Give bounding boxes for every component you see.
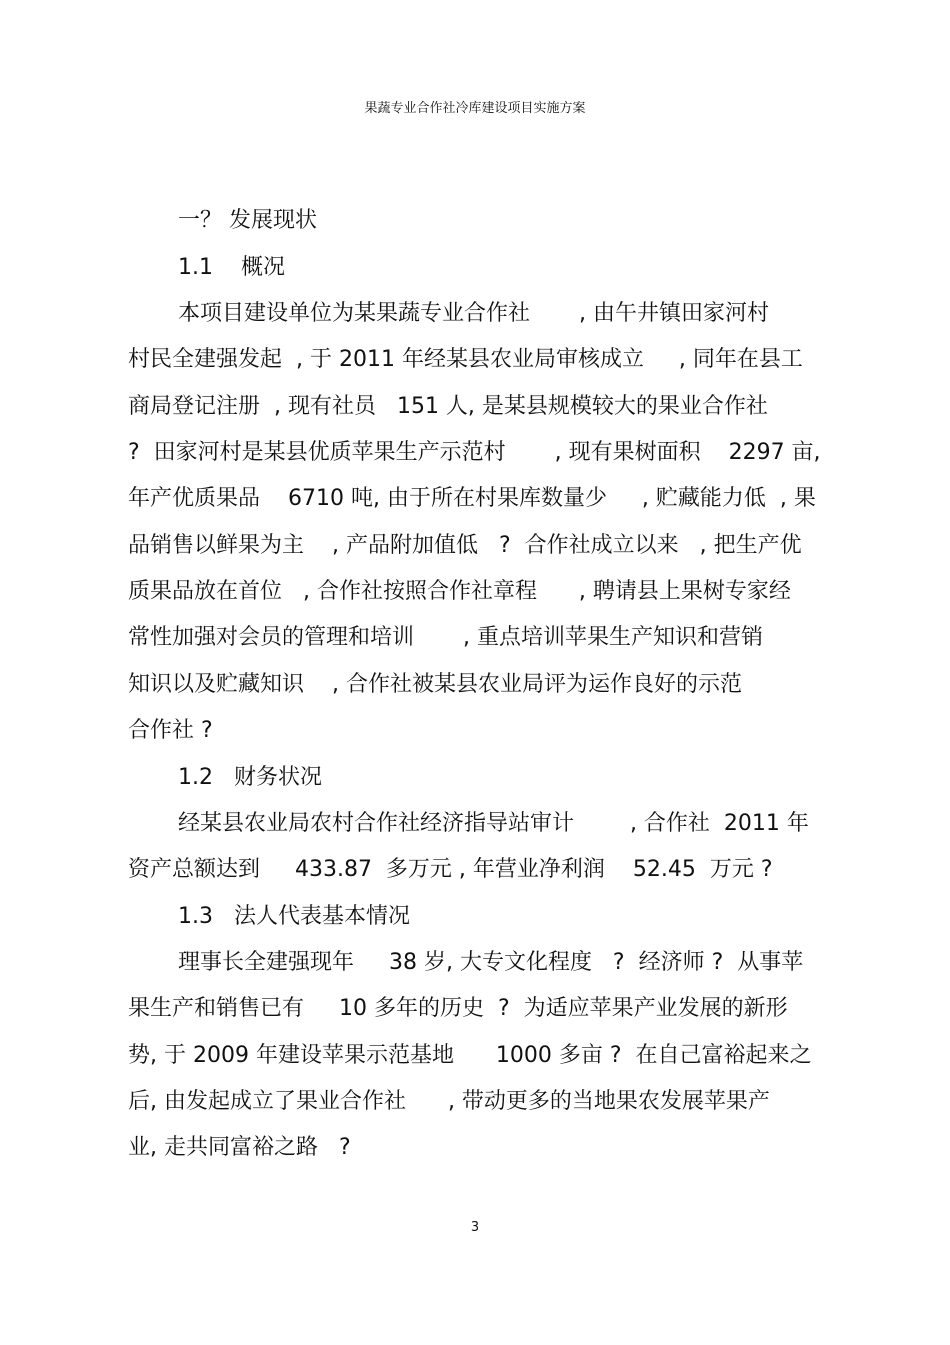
paragraph-line: 年产优质果品 6710 吨, 由于所在村果库数量少 , 贮藏能力低 , 果 [128,486,816,511]
paragraph-line: 品销售以鲜果为主 , 产品附加值低 ? 合作社成立以来 , 把生产优 [128,533,802,558]
paragraph-line: 经某县农业局农村合作社经济指导站审计 , 合作社 2011 年 [178,811,809,836]
paragraph-line: ? 田家河村是某县优质苹果生产示范村 , 现有果树面积 2297 亩, [128,440,821,465]
page-number: 3 [470,1220,480,1235]
paragraph-line: 质果品放在首位 , 合作社按照合作社章程 , 聘请县上果树专家经 [128,579,791,604]
paragraph-line: 资产总额达到 433.87 多万元 , 年营业净利润 52.45 万元 ? [128,857,773,882]
subsection-heading: 1.3 法人代表基本情况 [178,904,410,929]
paragraph-line: 果生产和销售已有 10 多年的历史 ? 为适应苹果产业发展的新形 [128,996,788,1021]
paragraph-line: 势, 于 2009 年建设苹果示范基地 1000 多亩 ? 在自己富裕起来之 [128,1043,812,1068]
paragraph-line: 业, 走共同富裕之路 ? [128,1135,351,1160]
paragraph-line: 知识以及贮藏知识 , 合作社被某县农业局评为运作良好的示范 [128,672,742,697]
paragraph-line: 村民全建强发起 , 于 2011 年经某县农业局审核成立 , 同年在县工 [128,347,803,372]
paragraph-line: 后, 由发起成立了果业合作社 , 带动更多的当地果农发展苹果产 [128,1089,770,1114]
paragraph-line: 本项目建设单位为某果蔬专业合作社 , 由午井镇田家河村 [178,301,769,326]
section-heading: 一？ 发展现状 [178,208,317,233]
paragraph-line: 常性加强对会员的管理和培训 , 重点培训苹果生产知识和营销 [128,625,763,650]
paragraph-line: 商局登记注册 , 现有社员 151 人, 是某县规模较大的果业合作社 [128,394,768,419]
paragraph-line: 理事长全建强现年 38 岁, 大专文化程度 ? 经济师 ? 从事苹 [178,950,804,975]
running-header: 果蔬专业合作社冷库建设项目实施方案 [364,101,586,116]
paragraph-line: 合作社 ? [128,718,213,743]
subsection-heading: 1.1 概况 [178,255,285,280]
subsection-heading: 1.2 财务状况 [178,765,322,790]
